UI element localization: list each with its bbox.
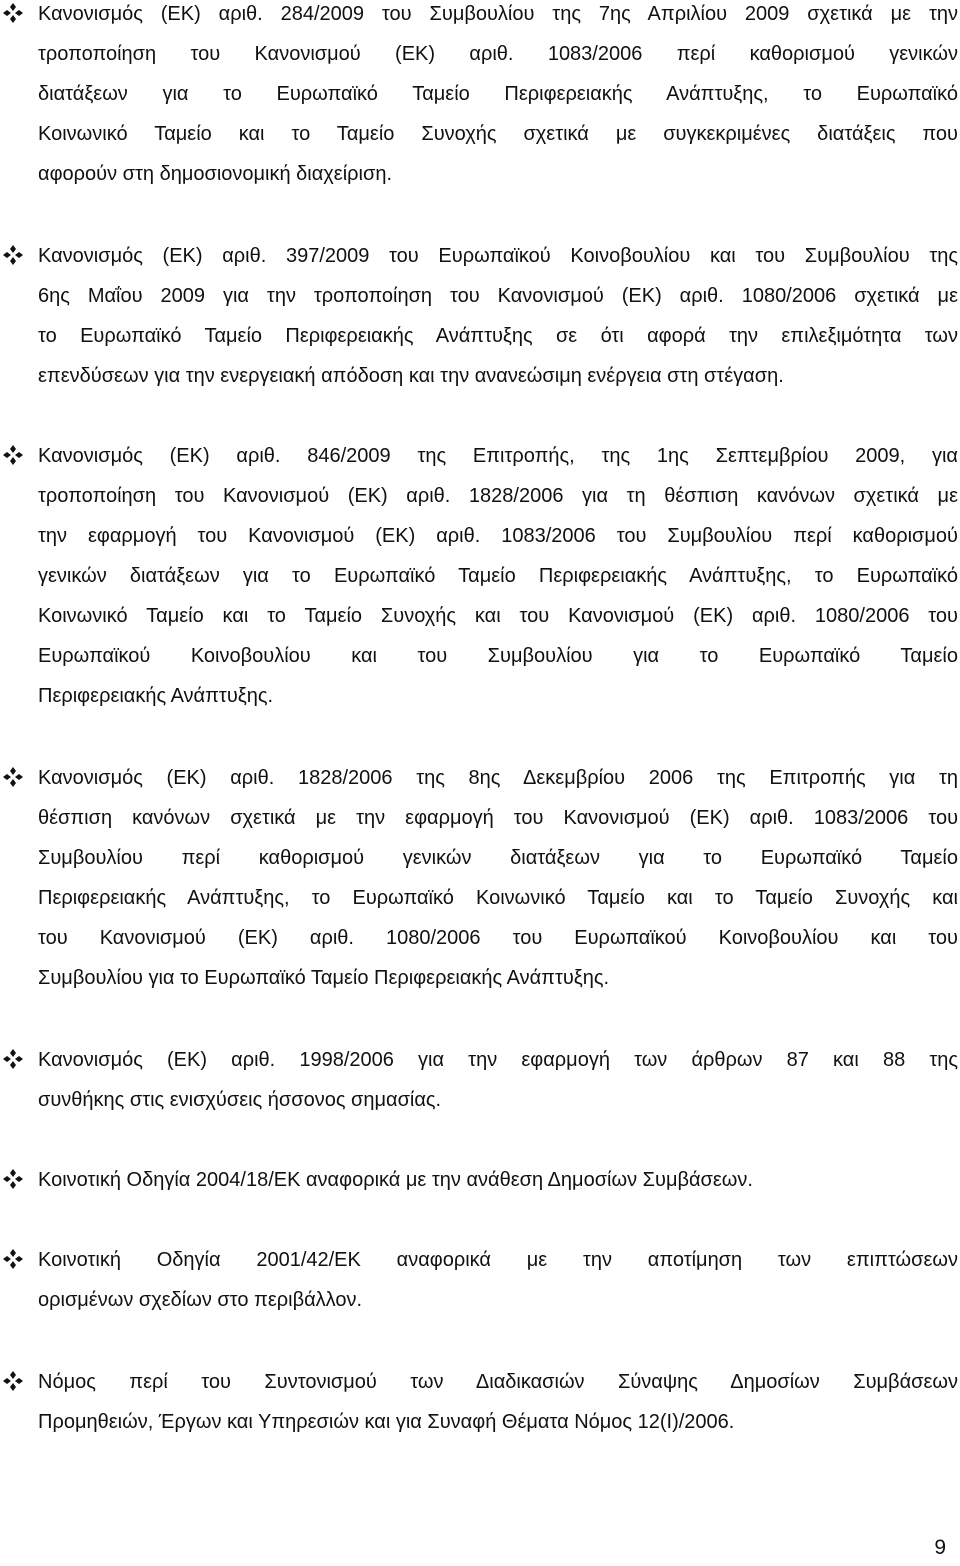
list-item-line: επενδύσεων για την ενεργειακή απόδοση και την ανανεώσιμη ενέργεια στη στέγαση. bbox=[38, 365, 784, 387]
four-diamond-bullet-icon bbox=[2, 1370, 24, 1392]
list-item-line: Κανονισμός (ΕΚ) αριθ. 397/2009 του Ευρωπαϊκού Κοινοβουλίου και του Συμβουλίου της bbox=[38, 245, 958, 267]
list-item bbox=[0, 1040, 958, 1120]
list-item-line: Περιφερειακής Ανάπτυξης. bbox=[38, 685, 274, 707]
list-item-line: γενικών διατάξεων για το Ευρωπαϊκό Ταμείο Περιφερειακής Ανάπτυξης, το Ευρωπαϊκό bbox=[38, 565, 958, 587]
list-item-line: τροποποίηση του Κανονισμού (ΕΚ) αριθ. 1083/2006 περί καθορισμού γενικών bbox=[38, 43, 958, 65]
list-item-line: του Κανονισμού (ΕΚ) αριθ. 1080/2006 του Ευρωπαϊκού Κοινοβουλίου και του bbox=[38, 927, 958, 949]
list-item-line: θέσπιση κανόνων σχετικά με την εφαρμογή του Κανονισμού (ΕΚ) αριθ. 1083/2006 του bbox=[38, 807, 958, 829]
list-item bbox=[0, 1240, 958, 1320]
list-item-line: διατάξεων για το Ευρωπαϊκό Ταμείο Περιφερειακής Ανάπτυξης, το Ευρωπαϊκό bbox=[38, 83, 958, 105]
list-item-line: Συμβουλίου περί καθορισμού γενικών διατάξεων για το Ευρωπαϊκό Ταμείο bbox=[38, 847, 958, 869]
list-item-line: τροποποίηση του Κανονισμού (ΕΚ) αριθ. 1828/2006 για τη θέσπιση κανόνων σχετικά με bbox=[38, 485, 958, 507]
list-item-line: Κοινοτική Οδηγία 2004/18/ΕΚ αναφορικά με την ανάθεση Δημοσίων Συμβάσεων. bbox=[38, 1169, 753, 1191]
list-item-line: Κανονισμός (ΕΚ) αριθ. 1998/2006 για την εφαρμογή των άρθρων 87 και 88 της bbox=[38, 1049, 958, 1071]
list-item-line: Ευρωπαϊκού Κοινοβουλίου και του Συμβουλίου για το Ευρωπαϊκό Ταμείο bbox=[38, 645, 958, 667]
four-diamond-bullet-icon bbox=[2, 1048, 24, 1070]
list-item-line: Κοινωνικό Ταμείο και το Ταμείο Συνοχής σχετικά με συγκεκριμένες διατάξεις που bbox=[38, 123, 958, 145]
list-item-line: Περιφερειακής Ανάπτυξης, το Ευρωπαϊκό Κοινωνικό Ταμείο και το Ταμείο Συνοχής και bbox=[38, 887, 958, 909]
list-item-line: 6ης Μαΐου 2009 για την τροποποίηση του Κανονισμού (ΕΚ) αριθ. 1080/2006 σχετικά με bbox=[38, 285, 958, 307]
list-item-line: Κανονισμός (ΕΚ) αριθ. 284/2009 του Συμβουλίου της 7ης Απριλίου 2009 σχετικά με την bbox=[38, 3, 958, 25]
four-diamond-bullet-icon bbox=[2, 444, 24, 466]
list-item-line: Κανονισμός (ΕΚ) αριθ. 1828/2006 της 8ης Δεκεμβρίου 2006 της Επιτροπής για τη bbox=[38, 767, 958, 789]
list-item-line: συνθήκης στις ενισχύσεις ήσσονος σημασίας. bbox=[38, 1089, 442, 1111]
four-diamond-bullet-icon bbox=[2, 1168, 24, 1190]
list-item bbox=[0, 0, 958, 194]
four-diamond-bullet-icon bbox=[2, 244, 24, 266]
list-item-line: Προμηθειών, Έργων και Υπηρεσιών και για Συναφή Θέματα Νόμος 12(Ι)/2006. bbox=[38, 1411, 735, 1433]
page-number: 9 bbox=[934, 1536, 946, 1559]
four-diamond-bullet-icon bbox=[2, 1248, 24, 1270]
list-item bbox=[0, 1362, 958, 1442]
list-item bbox=[0, 436, 958, 716]
list-item-line: Κοινοτική Οδηγία 2001/42/ΕΚ αναφορικά με την αποτίμηση των επιπτώσεων bbox=[38, 1249, 958, 1271]
list-item-line: την εφαρμογή του Κανονισμού (ΕΚ) αριθ. 1083/2006 του Συμβουλίου περί καθορισμού bbox=[38, 525, 958, 547]
list-item-line: ορισμένων σχεδίων στο περιβάλλον. bbox=[38, 1289, 363, 1311]
list-item bbox=[0, 758, 958, 998]
list-item-line: Συμβουλίου για το Ευρωπαϊκό Ταμείο Περιφερειακής Ανάπτυξης. bbox=[38, 967, 610, 989]
four-diamond-bullet-icon bbox=[2, 766, 24, 788]
list-item bbox=[0, 1160, 958, 1200]
list-item bbox=[0, 236, 958, 396]
list-item-line: το Ευρωπαϊκό Ταμείο Περιφερειακής Ανάπτυξης σε ότι αφορά την επιλεξιμότητα των bbox=[38, 325, 958, 347]
list-item-line: αφορούν στη δημοσιονομική διαχείριση. bbox=[38, 163, 392, 185]
list-item-line: Κανονισμός (ΕΚ) αριθ. 846/2009 της Επιτροπής, της 1ης Σεπτεμβρίου 2009, για bbox=[38, 445, 958, 467]
list-item-line: Κοινωνικό Ταμείο και το Ταμείο Συνοχής και του Κανονισμού (ΕΚ) αριθ. 1080/2006 του bbox=[38, 605, 958, 627]
list-item-line: Νόμος περί του Συντονισμού των Διαδικασιών Σύναψης Δημοσίων Συμβάσεων bbox=[38, 1371, 958, 1393]
four-diamond-bullet-icon bbox=[2, 2, 24, 24]
